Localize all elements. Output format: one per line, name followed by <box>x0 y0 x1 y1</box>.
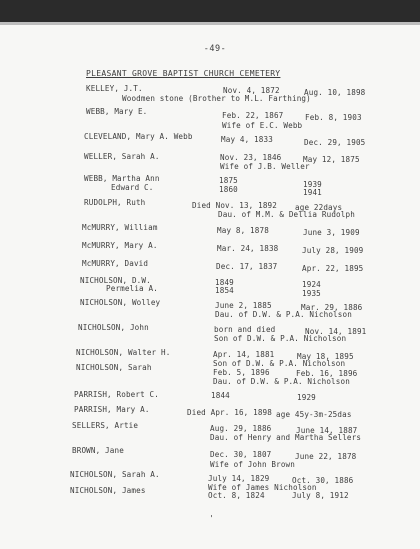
entry-name: NICHOLSON, Sarah <box>76 363 152 372</box>
entry-name: BROWN, Jane <box>72 446 124 455</box>
entry-born: May 8, 1878 <box>217 226 269 235</box>
entry-note: Son of D.W. & P.A. Nicholson <box>214 334 347 343</box>
page-title: PLEASANT GROVE BAPTIST CHURCH CEMETERY <box>86 69 281 78</box>
entry-born: Died Apr. 16, 1898 <box>187 408 272 417</box>
entry-born: July 14, 1829 <box>208 474 270 483</box>
entry-note: Wife of James Nicholson <box>208 483 317 492</box>
entry-died: 1924 <box>302 280 321 289</box>
page-mark: ' <box>209 514 214 523</box>
page-number: -49- <box>203 44 227 54</box>
entry-born: May 4, 1833 <box>221 135 273 144</box>
entry-name: Edward C. <box>111 183 154 192</box>
entry-born: born and died <box>214 325 276 334</box>
entry-name: NICHOLSON, Walter H. <box>76 348 171 357</box>
entry-died: Oct. 30, 1886 <box>292 476 354 485</box>
entry-name: WEBB, Mary E. <box>86 107 148 116</box>
entry-name: NICHOLSON, John <box>78 323 149 332</box>
entry-name: SELLERS, Artie <box>72 421 139 430</box>
entry-name: WEBB, Martha Ann <box>84 174 160 183</box>
entry-born: Apr. 14, 1881 <box>213 350 275 359</box>
entry-name: PARRISH, Robert C. <box>74 390 159 399</box>
entry-died: 1929 <box>297 393 316 402</box>
entry-born: 1849 <box>215 278 234 287</box>
entry-died: 1935 <box>302 289 321 298</box>
entry-died: Dec. 29, 1905 <box>304 138 366 147</box>
entry-name: McMURRY, David <box>82 259 149 268</box>
entry-note: Wife of J.B. Weller <box>220 162 310 171</box>
entry-name: NICHOLSON, Sarah A. <box>70 470 160 479</box>
entry-died: age 22days <box>295 203 343 212</box>
entry-died: July 28, 1909 <box>302 246 364 255</box>
entry-died: July 8, 1912 <box>292 491 349 500</box>
entry-died: May 18, 1895 <box>297 352 354 361</box>
entry-note: Wife of John Brown <box>210 460 295 469</box>
scan-top-border <box>0 0 420 22</box>
entry-name: WELLER, Sarah A. <box>84 152 160 161</box>
entry-born: Aug. 29, 1886 <box>210 424 272 433</box>
entry-born: 1875 <box>219 176 238 185</box>
entry-name: NICHOLSON, James <box>70 486 146 495</box>
entry-note: Woodmen stone (Brother to M.L. Farthing) <box>122 94 311 103</box>
entry-born: Feb. 5, 1896 <box>213 368 270 377</box>
entry-died: May 12, 1875 <box>303 155 360 164</box>
entry-died: Apr. 22, 1895 <box>302 264 364 273</box>
entry-born: Nov. 23, 1846 <box>220 153 282 162</box>
entry-note: Dau. of D.W. & P.A. Nicholson <box>215 310 352 319</box>
entry-born: 1844 <box>211 391 230 400</box>
entry-died: Aug. 10, 1898 <box>304 88 366 97</box>
entry-born: 1854 <box>215 286 234 295</box>
entry-died: 1939 <box>303 180 322 189</box>
entry-born: Mar. 24, 1838 <box>217 244 279 253</box>
entry-born: Dec. 30, 1807 <box>210 450 272 459</box>
entry-note: Dau. of D.W. & P.A. Nicholson <box>213 377 350 386</box>
entry-born: Oct. 8, 1824 <box>208 491 265 500</box>
entry-note: Wife of E.C. Webb <box>222 121 303 130</box>
entry-born: 1860 <box>219 185 238 194</box>
entry-name: Permelia A. <box>106 284 158 293</box>
entry-died: June 14, 1887 <box>296 426 358 435</box>
entry-name: CLEVELAND, Mary A. Webb <box>84 132 193 141</box>
entry-died: age 45y-3m-25das <box>276 410 352 419</box>
entry-born: Dec. 17, 1837 <box>216 262 278 271</box>
entry-name: McMURRY, William <box>82 223 158 232</box>
entry-born: Feb. 22, 1867 <box>222 111 284 120</box>
entry-name: NICHOLSON, D.W. <box>80 276 151 285</box>
entry-name: McMURRY, Mary A. <box>82 241 158 250</box>
entry-died: June 3, 1909 <box>303 228 360 237</box>
entry-died: Feb. 8, 1903 <box>305 113 362 122</box>
entry-note: Dau. of M.M. & Dellia Rudolph <box>218 210 355 219</box>
entry-died: 1941 <box>303 188 322 197</box>
entry-note: Dau. of Henry and Martha Sellers <box>210 433 362 442</box>
entry-note: Son of D.W. & P.A. Nicholson <box>213 359 346 368</box>
entry-born: Nov. 4, 1872 <box>223 86 280 95</box>
entry-name: NICHOLSON, Wolley <box>80 298 161 307</box>
entry-died: June 22, 1878 <box>295 452 357 461</box>
entry-died: Feb. 16, 1896 <box>296 369 358 378</box>
entry-name: PARRISH, Mary A. <box>74 405 150 414</box>
entry-name: RUDOLPH, Ruth <box>84 198 146 207</box>
entry-born: June 2, 1885 <box>215 301 272 310</box>
entry-died: Mar. 29, 1886 <box>301 303 363 312</box>
entry-died: Nov. 14, 1891 <box>305 327 367 336</box>
entry-name: KELLEY, J.T. <box>86 84 143 93</box>
entry-born: Died Nov. 13, 1892 <box>192 201 277 210</box>
